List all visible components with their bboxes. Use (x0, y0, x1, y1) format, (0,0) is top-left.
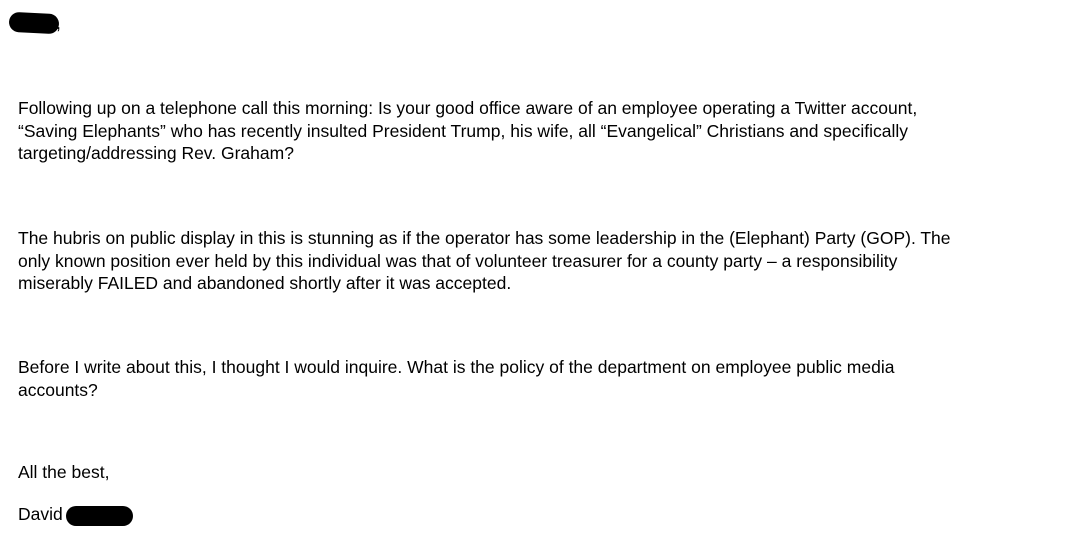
paragraph-line: targeting/addressing Rev. Graham? (18, 143, 294, 163)
closing-line: All the best, (18, 462, 110, 482)
paragraph-line: accounts? (18, 379, 98, 400)
paragraph-line: “Saving Elephants” who has recently insulted President Trump, his wife, all “Evangelical” Christians and specifically (18, 120, 908, 141)
signature-first-name: David (18, 504, 63, 524)
signature-surname-redaction (66, 506, 133, 526)
paragraph-line: Before I write about this, I thought I would inquire. What is the policy of the department on employee public media (18, 357, 895, 377)
paragraph-hubris (18, 227, 1078, 295)
paragraph-inquiry (18, 97, 1078, 165)
paragraph-line: only known position ever held by this individual was that of volunteer treasurer for a county party – a responsibility (18, 250, 898, 271)
paragraph-policy-question (18, 356, 1078, 401)
paragraph-line: Following up on a telephone call this morning: Is your good office aware of an employee operating a Twitter account, (18, 98, 918, 118)
paragraph-line: The hubris on public display in this is stunning as if the operator has some leadership in the (Elephant) Party (GOP). The (18, 228, 951, 248)
salutation-comma: , (56, 13, 61, 33)
salutation-name-redaction (9, 12, 60, 35)
paragraph-line: miserably FAILED and abandoned shortly after it was accepted. (18, 273, 512, 293)
